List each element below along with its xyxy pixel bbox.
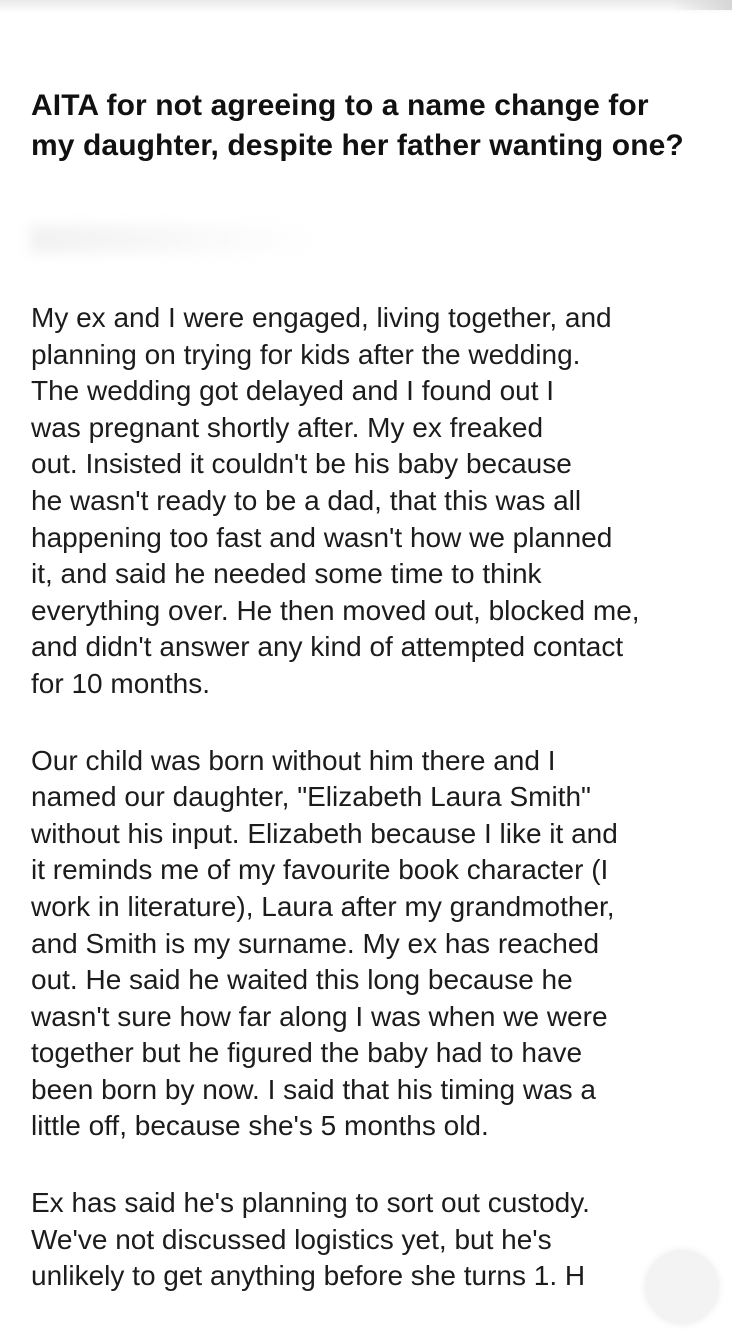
text-line: out. Insisted it couldn't be his baby because (31, 448, 572, 480)
post-meta-blurred (30, 225, 320, 253)
text-line: for 10 months. (31, 667, 210, 699)
text-line: everything over. He then moved out, blocked me, (31, 594, 640, 626)
post-body (31, 300, 703, 1335)
text-line: he wasn't ready to be a dad, that this was all (31, 484, 582, 516)
text-line: named our daughter, "Elizabeth Laura Smith" (31, 781, 591, 813)
text-line: unlikely to get anything before she turns 1. H (31, 1260, 586, 1292)
post-paragraph (31, 743, 703, 1146)
text-line: happening too fast and wasn't how we planned (31, 521, 613, 553)
text-line: been born by now. I said that his timing was a (31, 1073, 596, 1105)
post-paragraph (31, 1185, 703, 1295)
text-line: The wedding got delayed and I found out I (31, 375, 555, 407)
top-edge-shadow-right (672, 0, 732, 10)
text-line: work in literature), Laura after my grandmother, (31, 890, 615, 922)
text-line: without his input. Elizabeth because I like it and (31, 817, 618, 849)
text-line: it, and said he needed some time to think (31, 558, 542, 590)
text-line: and Smith is my surname. My ex has reached (31, 927, 600, 959)
text-line: little off, because she's 5 months old. (31, 1110, 489, 1142)
text-line: and didn't answer any kind of attempted contact (31, 631, 624, 663)
text-line: wasn't sure how far along I was when we were (31, 1000, 608, 1032)
text-line: We've not discussed logistics yet, but he's (31, 1223, 552, 1255)
post-title: AITA for not agreeing to a name change for my daughter, despite her father wanting one? (31, 89, 684, 162)
text-line: out. He said he waited this long because he (31, 964, 573, 996)
text-line: My ex and I were engaged, living together, and (31, 302, 612, 333)
text-line: Our child was born without him there and I (31, 744, 556, 776)
post-paragraph (31, 300, 703, 703)
text-line: planning on trying for kids after the wedding. (31, 338, 581, 370)
text-line: together but he figured the baby had to have (31, 1037, 583, 1069)
text-line: Ex has said he's planning to sort out custody. (31, 1187, 590, 1219)
text-line: it reminds me of my favourite book character (I (31, 854, 609, 886)
text-line: was pregnant shortly after. My ex freaked (31, 411, 544, 443)
floating-action-button[interactable] (645, 1250, 719, 1324)
top-edge-shadow (0, 0, 732, 14)
